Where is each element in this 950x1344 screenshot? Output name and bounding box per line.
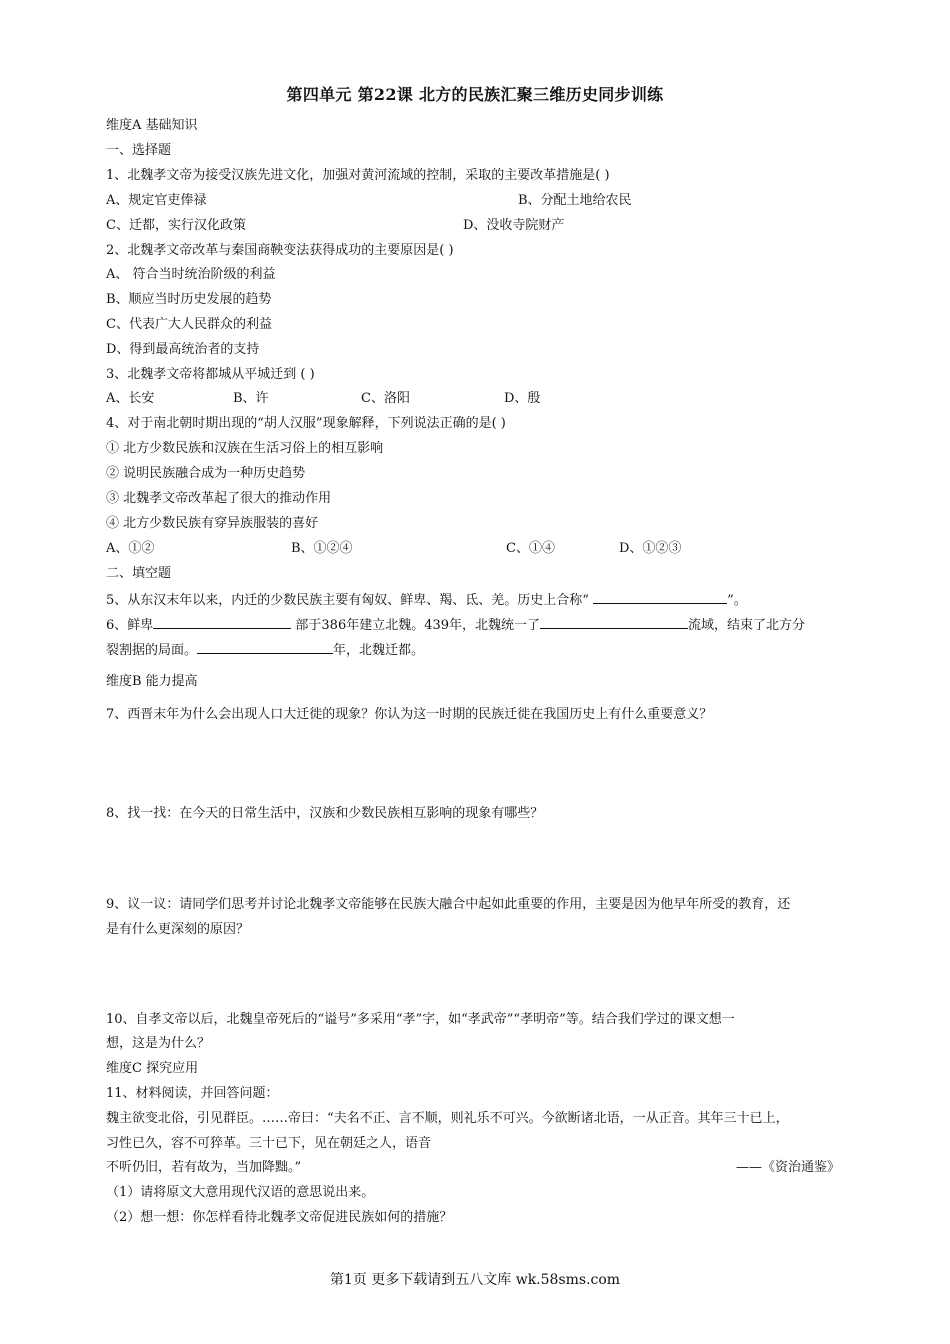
q10-line-1: 10、自孝文帝以后，北魏皇帝死后的“谥号”多采用“孝”字，如“孝武帝”“孝明帝”等。结合我们学过的课文想一 [106,1012,735,1027]
section-a-heading: 维度A 基础知识 [106,118,198,133]
q5-answer-blank[interactable] [593,591,727,604]
q11-material-line-2: 习性已久，容不可猝革。三十已下，见在朝廷之人，语音 [106,1136,432,1151]
q5-text-before: 5、从东汉末年以来，内迁的少数民族主要有匈奴、鲜卑、羯、氐、羌。历史上合称“ [106,593,594,608]
q3-option-b: B、许 [233,391,269,406]
q11-material-line-1: 魏主欲变北俗，引见群臣。……帝曰：“夫名不正、言不顺，则礼乐不可兴。今欲断诸北语，一从正音。其年三十已上， [106,1111,789,1126]
q11-source: ——《资治通鉴》 [736,1160,841,1175]
q1-option-d: D、没收寺院财产 [463,218,565,233]
q9-line-1: 9、议一议：请同学们思考并讨论北魏孝文帝能够在民族大融合中起如此重要的作用，主要是因为他早年所受的教育，还 [106,897,791,912]
q6-text-3: 流域，结束了北方分 [688,618,806,633]
q4-statement-4: ④ 北方少数民族有穿异族服装的喜好 [106,516,319,531]
section-c-heading: 维度C 探究应用 [106,1061,199,1076]
q4-option-b: B、①②④ [291,541,353,556]
q6-text-2: 部于386年建立北魏。439年，北魏统一了 [291,618,541,633]
q5-text-after: ”。 [727,593,747,608]
q6-text-1: 6、鲜卑 [106,618,154,633]
q5-line [106,591,747,609]
q4-option-d: D、①②③ [619,541,682,556]
q11-subquestion-2: （2）想一想：你怎样看待北魏孝文帝促进民族如何的措施？ [106,1210,453,1225]
q3-option-d: D、殷 [504,391,541,406]
q6-line-1 [106,616,805,634]
q3-option-a: A、长安 [106,391,155,406]
q3-option-c: C、洛阳 [361,391,410,406]
q4-stem: 4、对于南北朝时期出现的“胡人汉服”现象解释，下列说法正确的是( ) [106,416,506,431]
section-b-heading: 维度B 能力提高 [106,674,198,689]
q1-option-b: B、分配土地给农民 [518,193,632,208]
q6-text-4: 裂割据的局面。 [106,643,198,658]
q11-stem: 11、材料阅读，并回答问题： [106,1086,279,1101]
q1-stem: 1、北魏孝文帝为接受汉族先进文化，加强对黄河流域的控制，采取的主要改革措施是( ) [106,168,610,183]
q4-statement-3: ③ 北魏孝文帝改革起了很大的推动作用 [106,491,332,506]
q4-statement-2: ② 说明民族融合成为一种历史趋势 [106,466,306,481]
q2-stem: 2、北魏孝文帝改革与秦国商鞅变法获得成功的主要原因是( ) [106,243,454,258]
q4-statement-1: ① 北方少数民族和汉族在生活习俗上的相互影响 [106,441,384,456]
q8-text: 8、找一找：在今天的日常生活中，汉族和少数民族相互影响的现象有哪些？ [106,806,544,821]
q1-option-a: A、规定官吏俸禄 [106,193,207,208]
q1-option-c: C、迁都，实行汉化政策 [106,218,246,233]
q7-text: 7、西晋末年为什么会出现人口大迁徙的现象？你认为这一时期的民族迁徙在我国历史上有什么重要意义？ [106,707,713,722]
q2-option-a: A、 符合当时统治阶级的利益 [106,267,276,282]
choice-heading: 一、选择题 [106,143,172,158]
q3-stem: 3、北魏孝文帝将都城从平城迁到 ( ) [106,367,315,382]
document-title: 第四单元 第22课 北方的民族汇聚三维历史同步训练 [286,85,664,104]
q6-answer-blank-2[interactable] [540,616,688,629]
q6-answer-blank-1[interactable] [153,616,291,629]
q11-subquestion-1: （1）请将原文大意用现代汉语的意思说出来。 [106,1185,375,1200]
q6-answer-blank-3[interactable] [197,641,333,654]
q10-line-2: 想，这是为什么？ [106,1036,211,1051]
page-footer: 第1页 更多下载请到五八文库 wk.58sms.com [329,1272,621,1288]
q6-text-5: 年，北魏迁都。 [333,643,425,658]
q9-line-2: 是有什么更深刻的原因？ [106,922,250,937]
q4-option-c: C、①④ [506,541,555,556]
q4-option-a: A、①② [106,541,155,556]
q2-option-d: D、得到最高统治者的支持 [106,342,260,357]
fill-heading: 二、填空题 [106,566,172,581]
q2-option-c: C、代表广大人民群众的利益 [106,317,272,332]
q2-option-b: B、顺应当时历史发展的趋势 [106,292,272,307]
q11-material-line-3: 不听仍旧，若有故为，当加降黜。” [106,1160,302,1175]
q6-line-2 [106,641,424,659]
